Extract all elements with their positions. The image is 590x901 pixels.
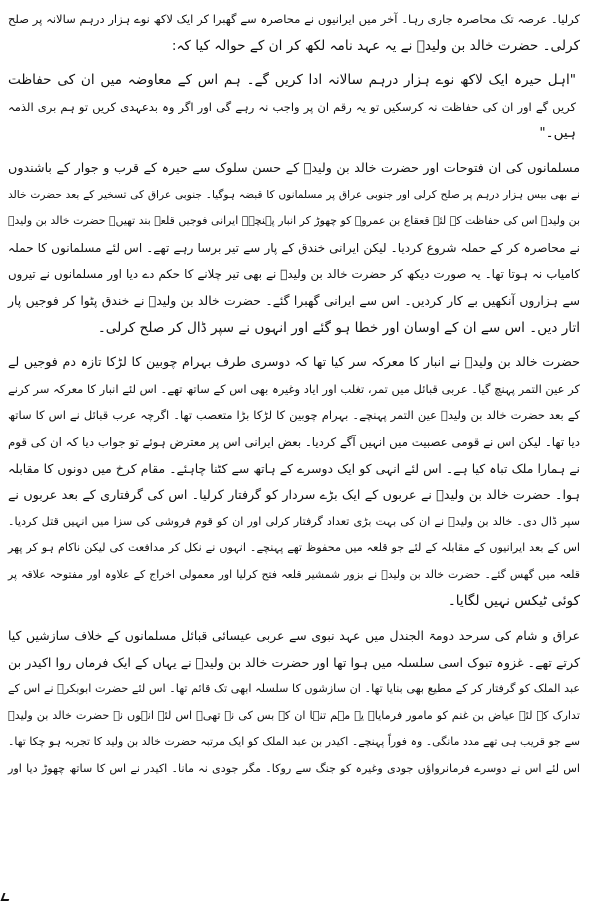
text-line: قلعہ میں گھس گئے۔ حضرت خالد بن ولیدؓ نے بزور شمشیر قلعہ فتح کرلیا اور معمولی اخراج کے علاوہ اور مفتوحہ علاقہ پر: [8, 567, 580, 581]
text-line: ہیں۔": [539, 125, 576, 142]
text-line: ہوا۔ حضرت خالد بن ولیدؓ نے عربوں کے ایک بڑے سردار کو گرفتار کرلیا۔ اس کی گرفتاری کے بعد عربوں نے: [8, 487, 580, 503]
text-line: نے بھی بیس ہزار درہم پر صلح کرلی اور جنوبی عراق پر مسلمانوں کا قبضہ ہوگیا۔ جنوبی عراق کی تسخیر کے بعد حضرت خالد: [8, 188, 580, 201]
text-line: سپر ڈال دی۔ خالد بن ولیدؓ نے ان کی بہت بڑی تعداد گرفتار کرلی اور ان کو قوم فروشی کی سزا میں انہیں قتل کردیا۔: [8, 514, 580, 528]
text-line: تدارک کے لئے عیاض بن غنم کو مامور فرمایا۔ یہ مہم تنہا ان کے بس کی نہ تھی۔ اس لئے انہوں نے حضرت خالد بن ولیدؓ: [8, 708, 580, 722]
text-line: عراق و شام کی سرحد دومۃ الجندل میں عہد نبوی سے عربی عیسائی قبائل مسلمانوں کے خلاف سازشیں کیا: [8, 628, 580, 644]
paragraph: [8, 6, 580, 59]
text-line: حضرت خالد بن ولیدؓ نے انبار کا معرکہ سر کیا تھا کہ دوسری طرف بہرام چوبین کا لڑکا تازہ دم فوجیں لے: [8, 354, 580, 370]
text-line: مسلمانوں کی ان فتوحات اور حضرت خالد بن ولیدؓ کے حسن سلوک سے حیرہ کے قرب و جوار کے باشندوں: [8, 159, 580, 175]
text-line: کامیاب نہ ہوتا تھا۔ یہ صورت دیکھ کر حضرت خالد بن ولیدؓ نے بھی تیر چلانے کا حکم دے دیا اور مسلمانوں نے تیروں: [8, 267, 580, 282]
paragraph: [8, 349, 580, 615]
text-body: [8, 6, 580, 783]
text-line: کرلیا۔ عرصہ تک محاصرہ جاری رہا۔ آخر میں ایرانیوں نے محاصرہ سے گھبرا کر ایک لاکھ نوے ہزار درہم سالانہ پر صلح: [8, 12, 580, 26]
paragraph: [8, 155, 580, 341]
text-line: کرلی۔ حضرت خالد بن ولیدؓ نے یہ عہد نامہ لکھ کر ان کے حوالہ کیا کہ:: [171, 37, 580, 54]
text-line: اس کے بعد ایرانیوں کے مقابلہ کے لئے جو قلعہ میں محفوظ تھے پہنچے۔ انہوں نے نکل کر مدافعت کی لیکن ناکام ہو کر پھر: [8, 541, 580, 555]
text-line: دیا تھا۔ لیکن اس نے قومی عصبیت میں انہیں آگے کردیا۔ بعض ایرانی اس پر معترض ہوئے تو جواب دیا کہ ان کی قوم: [8, 434, 580, 449]
text-line: کے بعد حضرت خالد بن ولیدؓ عین التمر پہنچے۔ بہرام چوبین کا لڑکا بڑا متعصب تھا۔ اگرچہ عرب قبائل نے اس کا ساتھ: [8, 408, 580, 423]
text-line: نے ہمارا ملک تباہ کیا ہے۔ اس لئے انہی کو ایک دوسرے کے ہاتھ سے کٹنا چاہئے۔ مقام کرخ میں دونوں کا مقابلہ: [8, 460, 580, 476]
text-line: اس لئے اس نے دوسرے فرمانرواؤں جودی وغیرہ کو جنگ سے روکا۔ مگر جودی نہ مانا۔ اکیدر نے اس کا ساتھ چھوڑ دیا اور: [8, 762, 580, 776]
text-line: نے محاصرہ کر کے حملہ شروع کردیا۔ لیکن ایرانی خندق کے پار سے تیر برسا رہے تھے۔ اس لئے مسلمانوں کا حملہ: [8, 240, 580, 255]
text-line: سے ہزاروں آنکھیں بے کار کردیں۔ اس سے ایرانی گھبرا گئے۔ حضرت خالد بن ولیدؓ نے خندق پٹوا کر فوجیں پار: [8, 292, 580, 308]
text-line: عبد الملک کو گرفتار کر کے مطیع بھی بنایا تھا۔ ان سازشوں کا سلسلہ ابھی تک قائم تھا۔ اس لئے حضرت ابوبکرؓ نے اس کے: [8, 682, 580, 696]
text-line: کوئی ٹیکس نہیں لگایا۔: [447, 593, 580, 610]
quoted-covenant: [8, 67, 580, 147]
text-line: کر عین التمر پہنچ گیا۔ عربی قبائل میں تمر، تغلب اور ایاد وغیرہ بھی اس کے ساتھ تھے۔ اس لئے انبار کا معرکہ سر کرنے: [8, 381, 580, 396]
paragraph: [8, 623, 580, 783]
text-line: "اہل حیرہ ایک لاکھ نوے ہزار درہم سالانہ ادا کریں گے۔ ہم اس کے معاوضہ میں ان کی حفاظت: [8, 72, 576, 89]
text-line: اتار دیں۔ اس سے ان کے اوسان اور خطا ہو گئے اور انہوں نے سپر ڈال کر صلح کرلی۔: [97, 319, 580, 336]
page-corner-mark: [1, 893, 12, 901]
text-line: بن ولیدؓ اس کی حفاظت کے لئے قعقاع بن عمروؓ کو چھوڑ کر انبار پہنچے۔ ایرانی فوجیں قلعہ بند تھیں۔ حضرت خالد بن ولیدؓ: [8, 214, 580, 228]
text-line: کریں گے اور ان کی حفاظت نہ کرسکیں تو یہ رقم ان پر واجب نہ رہے گی اور اگر وہ بدعہدی کریں تو ہم بری الذمہ: [8, 99, 576, 114]
text-line: کرتے تھے۔ غزوہ تبوک اسی سلسلہ میں ہوا تھا اور حضرت خالد بن ولیدؓ نے یہاں کے ایک فرماں روا اکیدر بن: [8, 654, 580, 670]
text-line: سے جو قریب ہی تھے مدد مانگی۔ وہ فوراً پہنچے۔ اکیدر بن عبد الملک کو ایک مرتبہ حضرت خالد بن ولید کا تجربہ ہو چکا تھا۔: [8, 735, 580, 749]
